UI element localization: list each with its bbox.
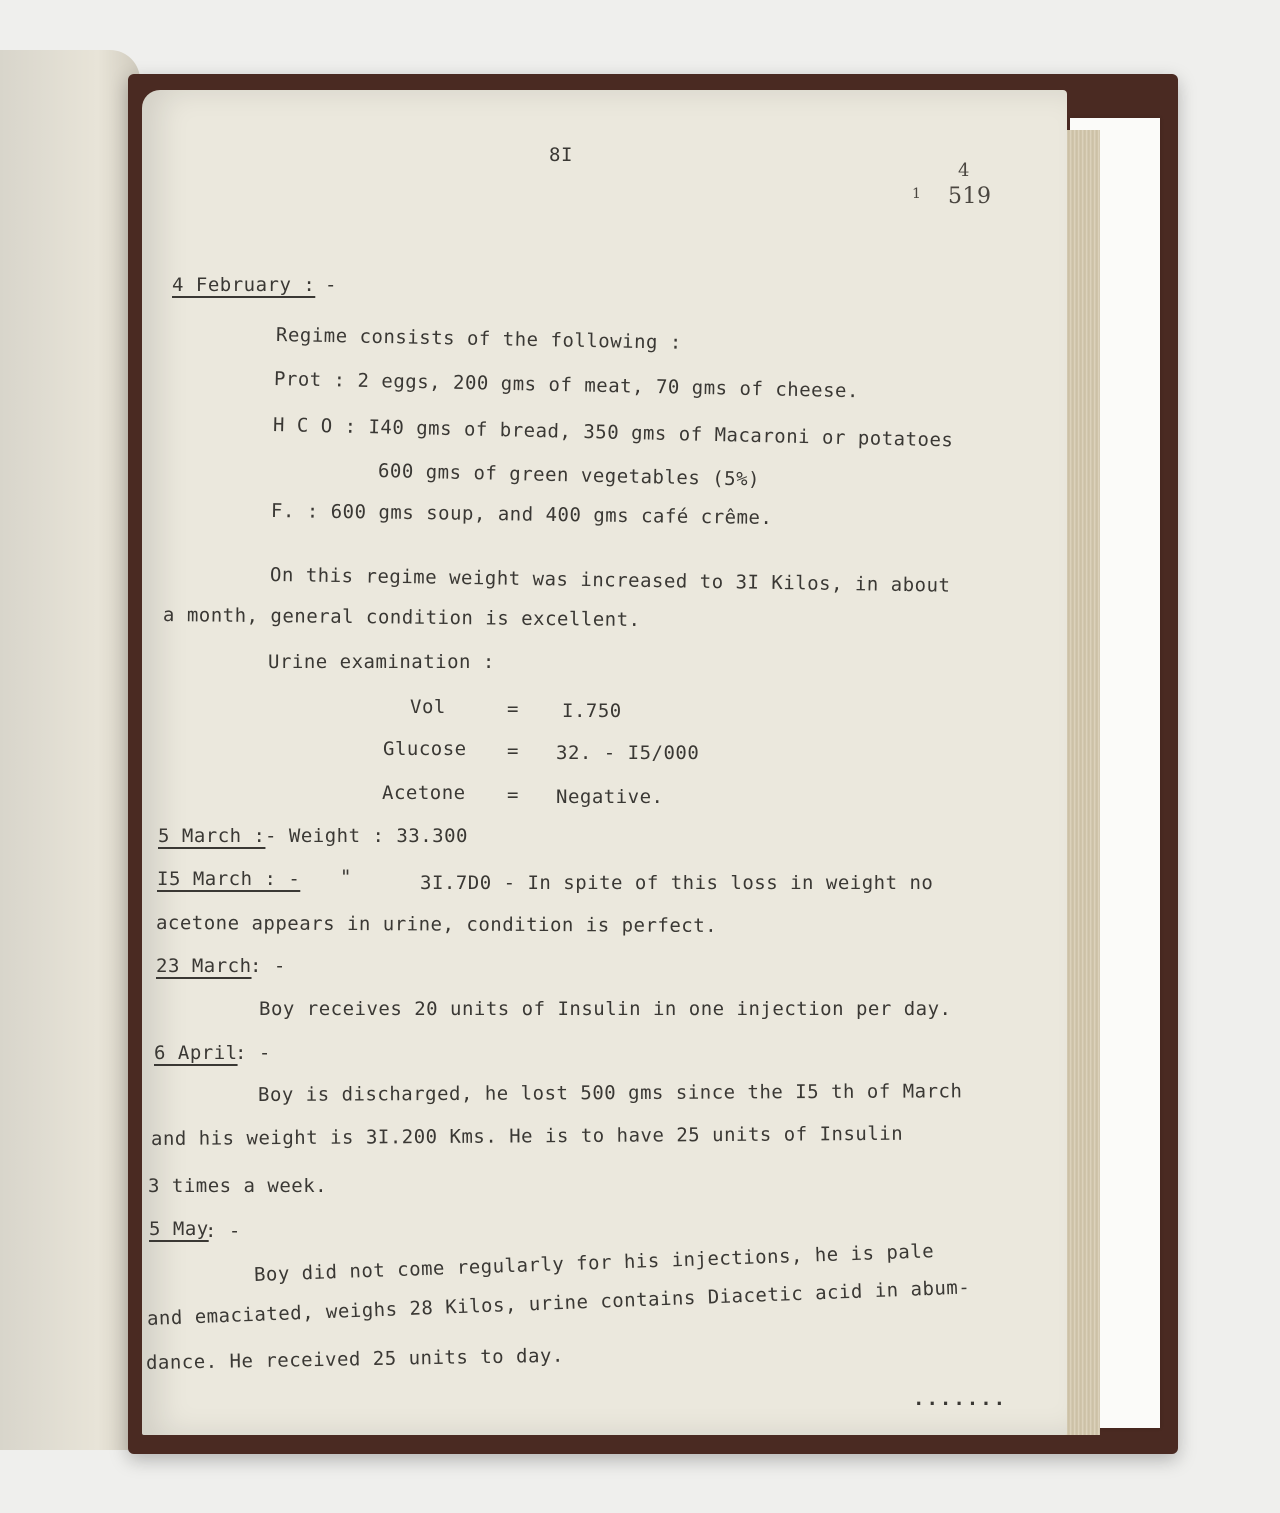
urine-acetone-equals: = [507,784,519,806]
facing-page [0,50,140,1450]
archive-stamp-number: 519 [948,184,992,209]
weight-note-line1: On this regime weight was increased to 3I Kilos, in about [269,564,951,597]
urine-acetone-value: Negative. [556,786,664,808]
urine-glucose-label: Glucose [383,738,467,760]
entry-heading-mar15: I5 March : - [157,868,301,890]
regime-carbohydrate: H C O : I40 gms of bread, 350 gms of Macaroni or potatoes [272,414,954,452]
entry-mar15-line2: acetone appears in urine, condition is perfect. [155,912,718,937]
entry-apr6-line3: 3 times a week. [148,1175,328,1197]
entry-mar15-ditto: " [340,866,352,888]
urine-vol-equals: = [507,698,519,720]
entry-heading-mar23-dash: : - [250,955,286,977]
entry-heading-apr6-dash: : - [235,1042,271,1064]
regime-protein: Prot : 2 eggs, 200 gms of meat, 70 gms of cheese. [273,368,860,403]
regime-carbohydrate-cont: 600 gms of green vegetables (5%) [377,460,761,491]
entry-may5-line1: Boy did not come regularly for his injections, he is pale [253,1240,935,1286]
regime-intro: Regime consists of the following : [275,324,683,354]
page-number: 8I [549,144,573,166]
entry-heading-feb4: 4 February : [172,274,316,296]
entry-heading-mar23: 23 March [156,955,252,977]
archive-stamp-top: 4 [958,160,970,181]
urine-heading: Urine examination : [268,651,495,673]
entry-apr6-line2: and his weight is 3I.200 Kms. He is to have 25 units of Insulin [150,1122,904,1150]
urine-acetone-label: Acetone [382,782,466,804]
continuation-dots: ....... [913,1388,1008,1410]
entry-mar5-weight: - Weight : 33.300 [265,825,468,847]
entry-heading-feb4-dash: - [325,274,337,296]
archive-stamp-mark: 1 [912,186,922,202]
urine-vol-label: Vol [410,696,446,718]
regime-fat: F. : 600 gms soup, and 400 gms café crême. [270,500,773,530]
weight-note-line2: a month, general condition is excellent. [162,604,641,632]
urine-glucose-value: 32. - I5/000 [556,742,700,764]
entry-may5-line3: dance. He received 25 units to day. [145,1344,565,1374]
entry-heading-mar5: 5 March : [158,825,266,847]
entry-heading-apr6: 6 April [154,1042,238,1064]
urine-vol-value: I.750 [562,700,622,722]
entry-mar23-insulin: Boy receives 20 units of Insulin in one injection per day. [259,998,952,1020]
entry-mar15-weight: 3I.7D0 - In spite of this loss in weight no [420,872,934,894]
entry-apr6-line1: Boy is discharged, he lost 500 gms since the I5 th of March [257,1080,963,1106]
entry-heading-may5: 5 May [149,1218,209,1240]
entry-may5-line2: and emaciated, weighs 28 Kilos, urine contains Diacetic acid in abum- [146,1276,971,1330]
urine-glucose-equals: = [507,740,519,762]
entry-heading-may5-dash: : - [205,1220,241,1242]
